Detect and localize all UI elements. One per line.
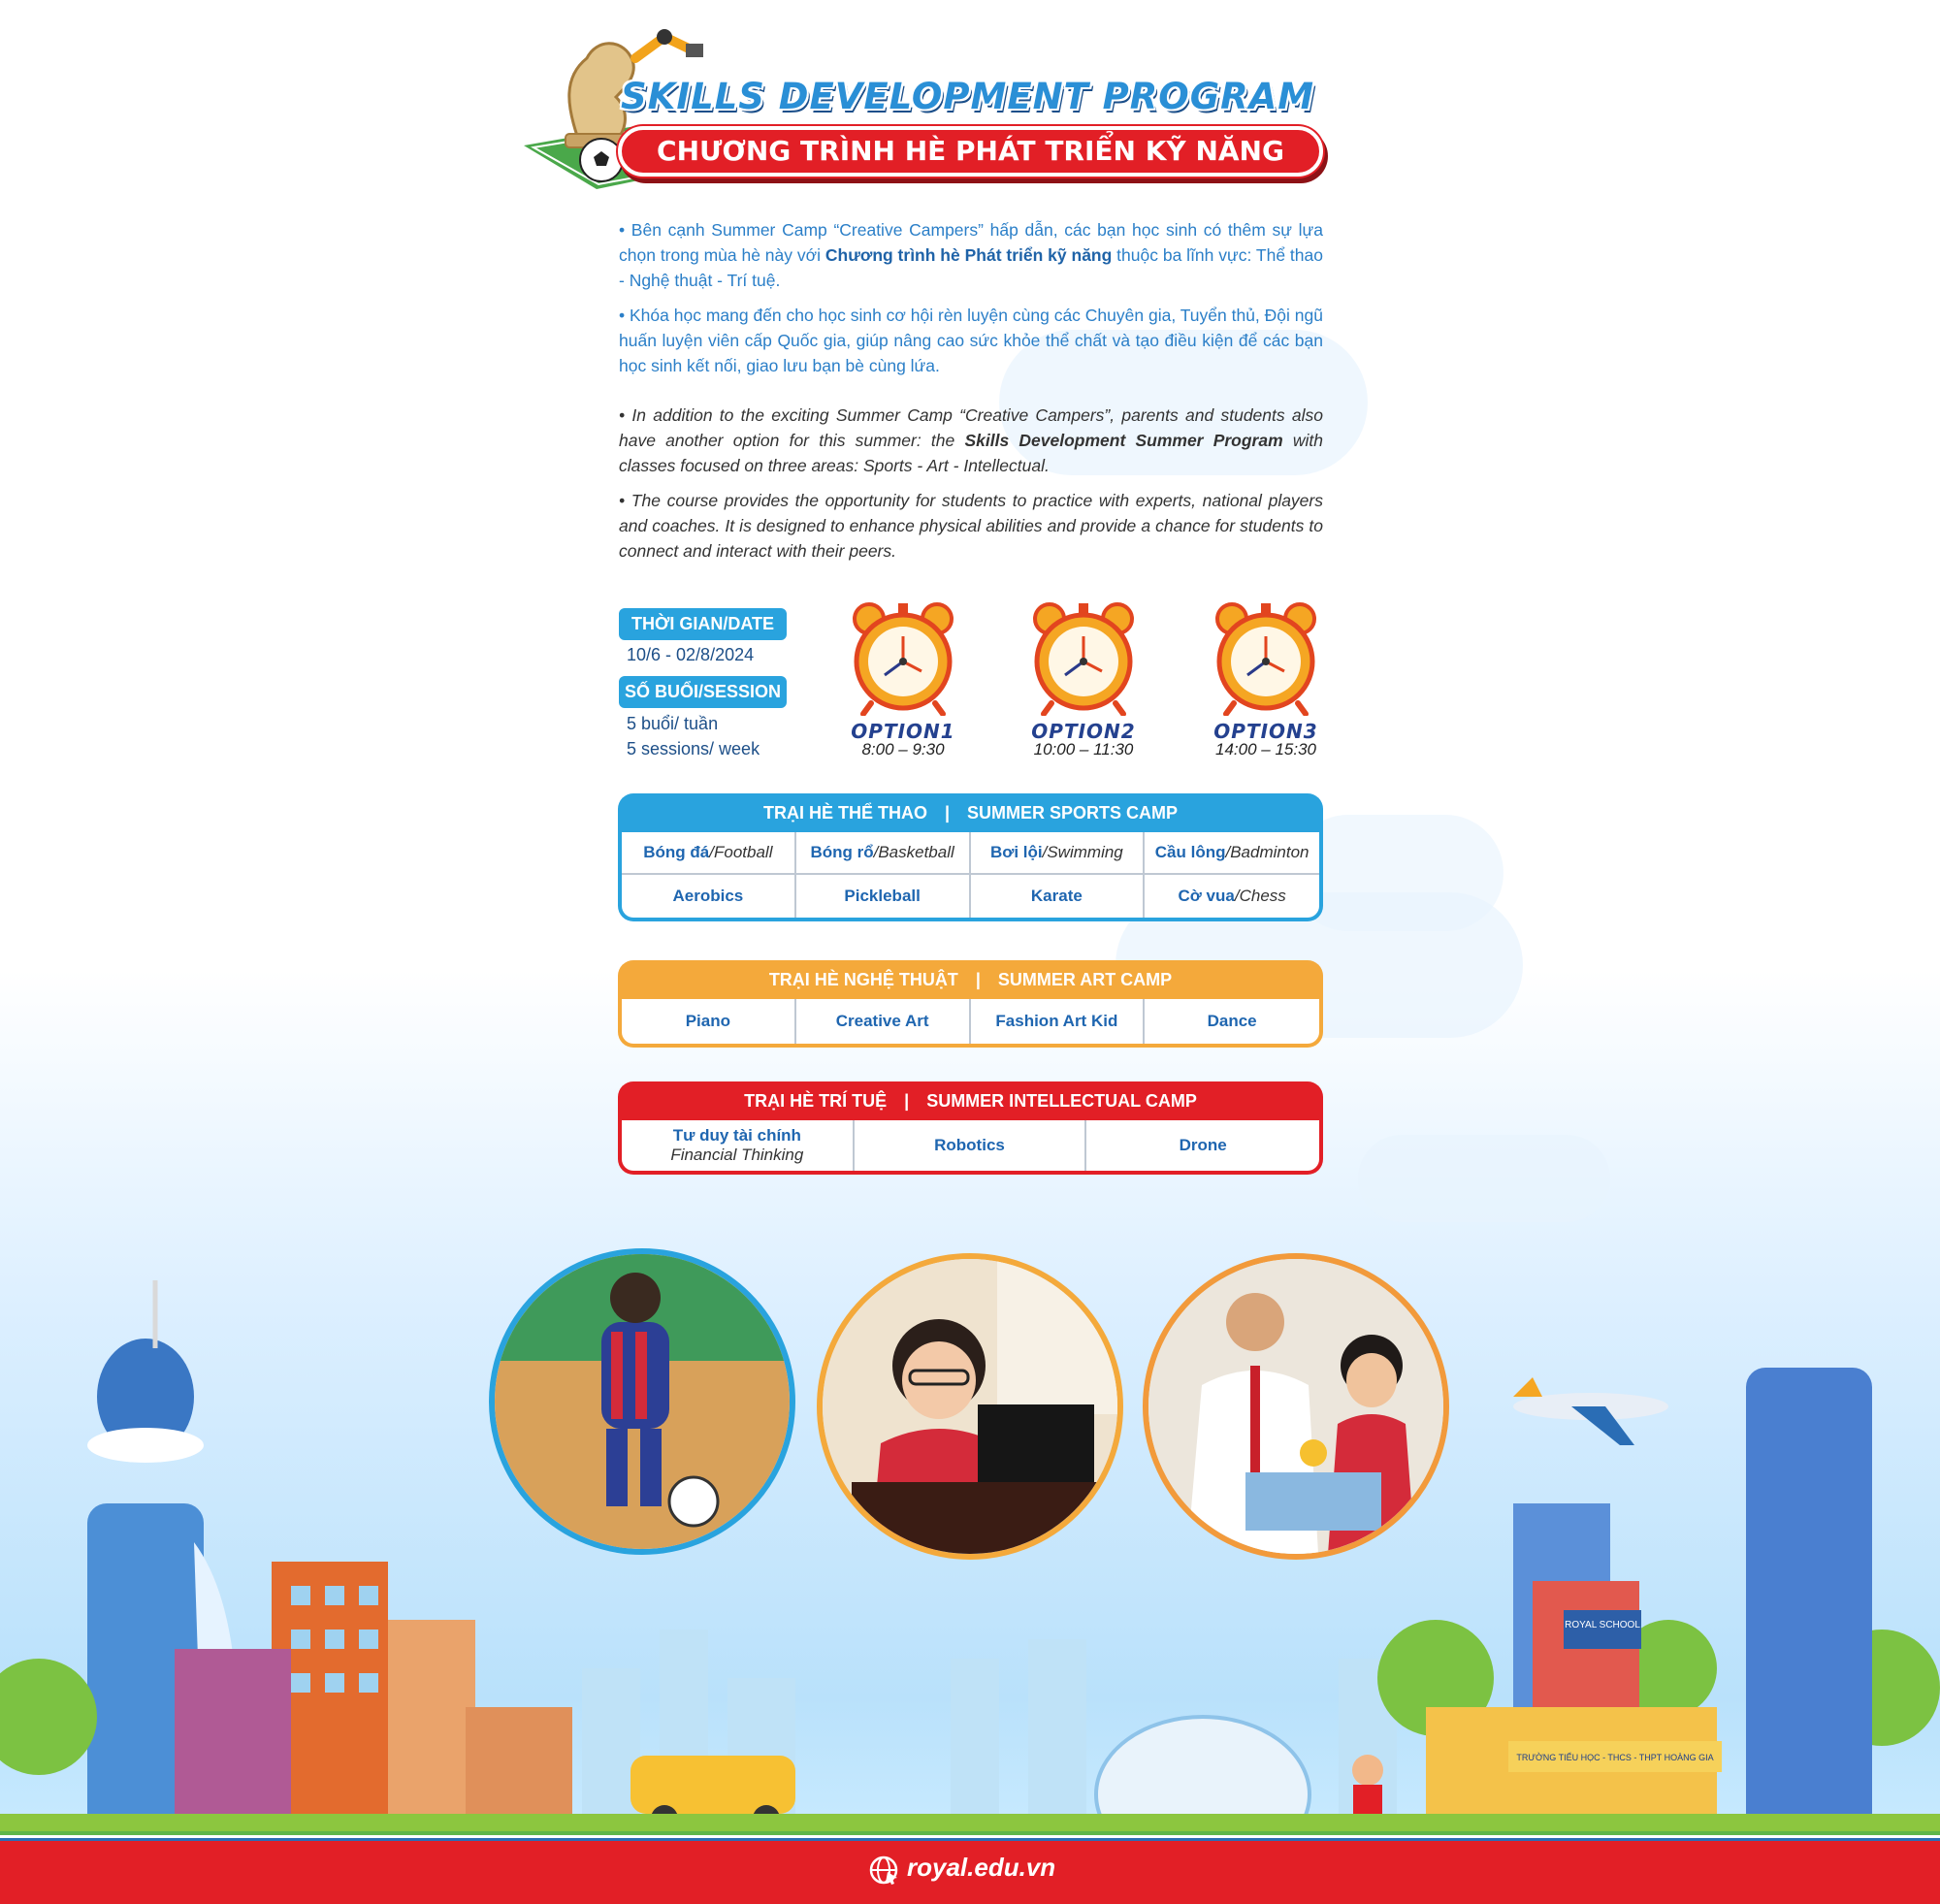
option-1-label: OPTION1 xyxy=(851,720,955,743)
session-value-en: 5 sessions/ week xyxy=(627,739,760,758)
option-1-time: 8:00 – 9:30 xyxy=(861,740,945,758)
item-en: /Basketball xyxy=(873,843,954,861)
camp-title-vn: TRẠI HÈ THỂ THAO xyxy=(762,803,927,823)
item-vn: Robotics xyxy=(934,1136,1005,1154)
separator: | xyxy=(944,803,951,823)
intellectual-item xyxy=(1086,1120,1319,1171)
alarm-clock-icon xyxy=(1212,601,1319,716)
sport-item xyxy=(971,875,1146,918)
camp-title-en: SUMMER INTELLECTUAL CAMP xyxy=(926,1091,1197,1111)
intro-text: • Bên cạnh Summer Camp “Creative Campers” hấp dẫn, các bạn học sinh có thêm sự lựa chọn trong mùa hè này với xyxy=(619,220,1323,265)
art-item: Piano xyxy=(622,999,796,1044)
session-label-badge: SỐ BUỔI/SESSION xyxy=(619,676,787,708)
intro-en-paragraph-2: • The course provides the opportunity for students to practice with experts, national players and coaches. It is designed to enhance physical abilities and provide a chance for students to connect and interact with their peers. xyxy=(619,491,1323,561)
date-value: 10/6 - 02/8/2024 xyxy=(627,645,755,664)
sport-item xyxy=(1145,832,1319,875)
intellectual-camp-box xyxy=(618,1081,1323,1175)
cloud-decoration xyxy=(1358,1135,1610,1222)
sport-item xyxy=(1145,875,1319,918)
item-vn: Cờ vua xyxy=(1178,887,1235,905)
intro-text: thuộc ba lĩnh vực: Thể thao - Nghệ thuật - Trí tuệ. xyxy=(619,245,1323,290)
art-camp-grid xyxy=(622,999,1319,1044)
item-vn: Bóng đá xyxy=(643,843,710,861)
school-banner: TRƯỜNG TIỂU HỌC - THCS - THPT HOÀNG GIA xyxy=(1516,1753,1714,1762)
art-item: Creative Art xyxy=(796,999,971,1044)
sport-item xyxy=(622,875,796,918)
intro-text: • In addition to the exciting Summer Camp “Creative Campers”, parents and students also have another option for this summer: the xyxy=(619,405,1323,450)
sport-item xyxy=(622,832,796,875)
sports-camp-box xyxy=(618,793,1323,921)
camp-title-en: SUMMER SPORTS CAMP xyxy=(967,803,1179,823)
alarm-clock-icon xyxy=(1030,601,1137,716)
program-title-vn: CHƯƠNG TRÌNH HÈ PHÁT TRIỂN KỸ NĂNG xyxy=(618,126,1323,177)
website-link[interactable]: royal.edu.vn xyxy=(907,1853,1056,1882)
camp-title-vn: TRẠI HÈ TRÍ TUỆ xyxy=(744,1091,888,1111)
alarm-clock-icon xyxy=(850,601,956,716)
item-en: /Chess xyxy=(1234,887,1286,905)
art-item: Dance xyxy=(1207,1012,1257,1030)
school-sign: ROYAL SCHOOL xyxy=(1565,1620,1640,1630)
separator: | xyxy=(975,970,981,989)
option-3-label: OPTION3 xyxy=(1213,720,1318,743)
separator: | xyxy=(904,1091,910,1111)
intellectual-camp-grid xyxy=(622,1120,1319,1171)
item-vn: Cầu lông xyxy=(1154,843,1226,861)
item-vn: Pickleball xyxy=(844,887,921,905)
football-photo xyxy=(489,1248,795,1555)
art-camp-header xyxy=(618,960,1323,999)
art-camp-box xyxy=(618,960,1323,1048)
date-label-badge: THỜI GIAN/DATE xyxy=(619,608,787,640)
program-title-en: SKILLS DEVELOPMENT PROGRAM xyxy=(621,76,1315,117)
sports-camp-grid xyxy=(622,832,1319,918)
robotics-photo xyxy=(1143,1253,1449,1560)
camp-title-vn: TRẠI HÈ NGHỆ THUẬT xyxy=(768,970,958,989)
sport-item xyxy=(971,832,1146,875)
intellectual-item xyxy=(855,1120,1087,1171)
option-3-time: 14:00 – 15:30 xyxy=(1215,740,1316,758)
intro-bold-text: Chương trình hè Phát triển kỹ năng xyxy=(824,245,1113,265)
item-vn: Tư duy tài chính xyxy=(672,1126,801,1145)
item-en: /Football xyxy=(709,843,773,861)
intro-en-paragraph-1 xyxy=(619,403,1323,478)
item-vn: Bóng rổ xyxy=(810,843,874,861)
footer-stripe xyxy=(0,1831,1940,1841)
option-2-time: 10:00 – 11:30 xyxy=(1033,740,1134,758)
intro-vn-paragraph-2: • Khóa học mang đến cho học sinh cơ hội rèn luyện cùng các Chuyên gia, Tuyển thủ, Đội ngũ huấn luyện viên cấp Quốc gia, giúp nâng cao sức khỏe thể chất và tạo điều kiện để các bạn học sinh kết nối, giao lưu bạn bè cùng lứa. xyxy=(619,306,1323,375)
item-vn: Bơi lội xyxy=(989,843,1043,861)
item-vn: Karate xyxy=(1030,887,1083,905)
art-item: Fashion Art Kid xyxy=(971,999,1146,1044)
piano-photo xyxy=(817,1253,1123,1560)
item-en: Financial Thinking xyxy=(670,1146,804,1164)
session-value-vn: 5 buổi/ tuần xyxy=(627,714,719,733)
intro-text: with classes focused on three areas: Sports - Art - Intellectual. xyxy=(619,431,1323,475)
sport-item xyxy=(796,832,971,875)
intro-vn-paragraph-1 xyxy=(619,217,1323,293)
intellectual-camp-header xyxy=(618,1081,1323,1120)
item-vn: Aerobics xyxy=(672,887,744,905)
globe-cursor-icon xyxy=(868,1855,899,1886)
intellectual-item xyxy=(622,1120,855,1171)
item-vn: Drone xyxy=(1179,1136,1227,1154)
sports-camp-header xyxy=(618,793,1323,832)
item-en: /Swimming xyxy=(1042,843,1123,861)
item-en: /Badminton xyxy=(1225,843,1310,861)
option-2-label: OPTION2 xyxy=(1031,720,1136,743)
sport-item xyxy=(796,875,971,918)
camp-title-en: SUMMER ART CAMP xyxy=(997,970,1173,989)
intro-bold-text: Skills Development Summer Program xyxy=(964,431,1283,450)
